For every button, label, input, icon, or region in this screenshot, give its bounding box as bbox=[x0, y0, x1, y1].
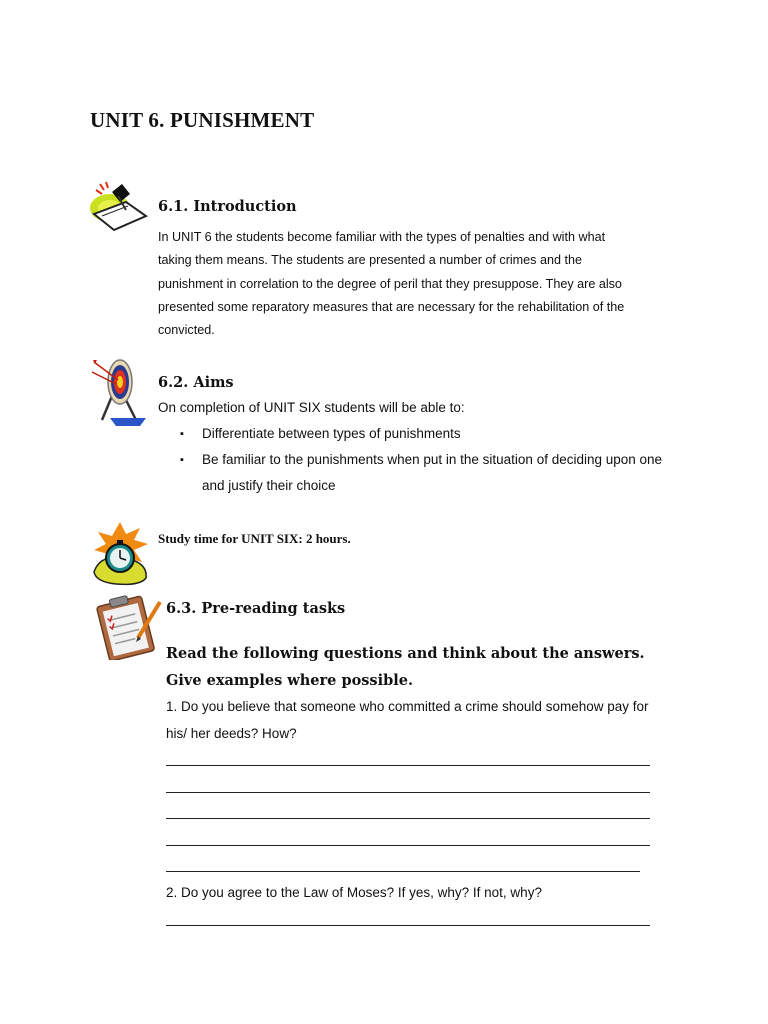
question-2: 2. Do you agree to the Law of Moses? If yes, why? If not, why? bbox=[166, 885, 542, 900]
page-title: UNIT 6. PUNISHMENT bbox=[90, 108, 315, 132]
answer-line[interactable] bbox=[166, 792, 650, 793]
target-icon bbox=[90, 356, 152, 428]
instruction-text: Read the following questions and think about the answers. Give examples where possible. bbox=[166, 645, 645, 689]
intro-line: punishment in correlation to the degree of peril that they presuppose. They are also bbox=[158, 276, 622, 291]
answer-line[interactable] bbox=[166, 818, 650, 819]
aims-list bbox=[158, 421, 668, 499]
intro-heading: 6.1. Introduction bbox=[158, 198, 297, 215]
pushpin-icon bbox=[88, 180, 150, 234]
aims-heading: 6.2. Aims bbox=[158, 374, 234, 391]
question-1: 1. Do you believe that someone who committed a crime should somehow pay for his/ her deeds? How? bbox=[166, 699, 649, 741]
stopwatch-icon bbox=[88, 520, 152, 586]
study-time: Study time for UNIT SIX: 2 hours. bbox=[158, 531, 351, 546]
answer-line[interactable] bbox=[166, 845, 650, 846]
intro-line: presented some reparatory measures that are necessary for the rehabilitation of the bbox=[158, 299, 625, 314]
answer-line[interactable] bbox=[166, 925, 650, 926]
intro-line: convicted. bbox=[158, 323, 215, 338]
answer-line[interactable] bbox=[166, 871, 640, 872]
pre-reading-heading: 6.3. Pre-reading tasks bbox=[166, 600, 346, 617]
clipboard-icon bbox=[92, 592, 164, 660]
list-item: ▪ Differentiate between types of punishments bbox=[158, 421, 668, 447]
intro-line: In UNIT 6 the students become familiar with the types of penalties and with what bbox=[158, 230, 606, 244]
answer-line[interactable] bbox=[166, 765, 650, 766]
list-item: ▪ Be familiar to the punishments when put in the situation of deciding upon one and justify their choice bbox=[158, 447, 668, 499]
aims-lead: On completion of UNIT SIX students will be able to: bbox=[158, 400, 465, 415]
intro-line: taking them means. The students are presented a number of crimes and the bbox=[158, 253, 582, 268]
intro-paragraph bbox=[158, 226, 659, 342]
